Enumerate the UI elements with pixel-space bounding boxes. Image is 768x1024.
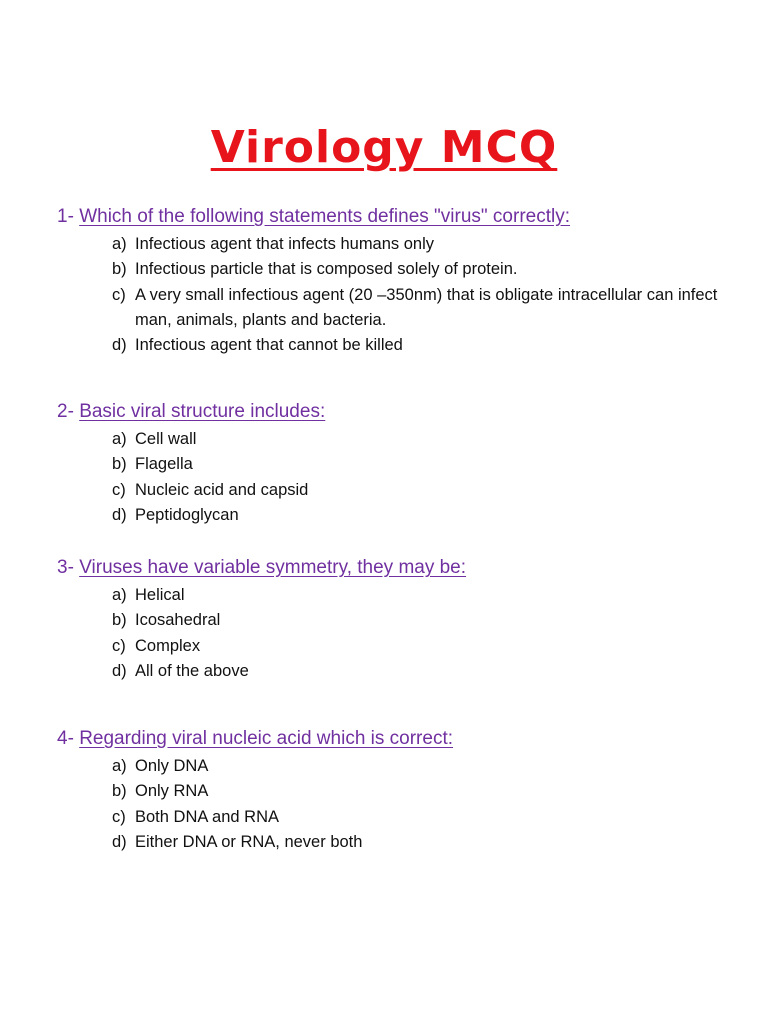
option-letter: c) — [112, 807, 126, 826]
option-b — [112, 779, 747, 804]
option-c — [112, 634, 747, 659]
option-text: A very small infectious agent (20 –350nm) that is obligate intracellular can infect man, animals, plants and bacteria. — [135, 285, 718, 329]
option-text: Complex — [135, 636, 201, 655]
option-list — [57, 583, 747, 684]
question-4 — [57, 726, 747, 855]
option-text: Only RNA — [135, 782, 209, 801]
option-text: Infectious particle that is composed solely of protein. — [135, 260, 518, 279]
option-c — [112, 805, 747, 830]
option-letter: c) — [112, 285, 126, 304]
option-a — [112, 427, 747, 452]
option-d — [112, 659, 747, 684]
option-letter: a) — [112, 586, 127, 604]
option-letter: c) — [112, 636, 126, 655]
option-b — [112, 452, 747, 477]
option-text: Infectious agent that cannot be killed — [135, 336, 403, 355]
option-c — [112, 283, 747, 334]
option-list — [57, 427, 747, 528]
option-text: Infectious agent that infects humans only — [135, 235, 435, 253]
question-text: Viruses have variable symmetry, they may be: — [79, 557, 467, 578]
option-c — [112, 478, 747, 503]
question-text: Which of the following statements defines "virus" correctly: — [79, 206, 570, 227]
option-letter: a) — [112, 757, 127, 775]
page-title-text: Virology MCQ — [210, 122, 558, 173]
question-number: 2- — [57, 401, 74, 422]
question-text: Basic viral structure includes: — [79, 401, 326, 422]
option-letter: b) — [112, 782, 127, 801]
option-letter: d) — [112, 336, 127, 355]
option-letter: a) — [112, 235, 127, 253]
option-b — [112, 257, 747, 282]
option-letter: d) — [112, 505, 127, 524]
question-number: 4- — [57, 728, 74, 749]
option-text: Flagella — [135, 455, 193, 474]
option-letter: a) — [112, 430, 127, 448]
option-d — [112, 830, 747, 855]
option-d — [112, 503, 747, 528]
option-text: Either DNA or RNA, never both — [135, 832, 363, 851]
option-letter: b) — [112, 455, 127, 474]
option-list — [57, 754, 747, 855]
option-letter: d) — [112, 832, 127, 851]
option-letter: b) — [112, 611, 127, 630]
question-heading — [57, 555, 747, 581]
option-text: Helical — [135, 586, 185, 604]
option-text: Only DNA — [135, 757, 209, 775]
option-text: Both DNA and RNA — [135, 807, 279, 826]
question-number: 3- — [57, 557, 74, 578]
question-heading — [57, 204, 747, 230]
option-text: Nucleic acid and capsid — [135, 480, 309, 499]
option-a — [112, 232, 747, 257]
option-text: All of the above — [135, 661, 249, 680]
option-list — [57, 232, 747, 358]
question-1 — [57, 204, 747, 358]
question-text: Regarding viral nucleic acid which is correct: — [79, 728, 454, 749]
page-title — [0, 118, 768, 178]
option-d — [112, 333, 747, 358]
question-2 — [57, 399, 747, 528]
question-heading — [57, 726, 747, 752]
option-text: Peptidoglycan — [135, 505, 239, 524]
option-letter: b) — [112, 260, 127, 279]
question-heading — [57, 399, 747, 425]
option-letter: c) — [112, 480, 126, 499]
option-letter: d) — [112, 661, 127, 680]
option-b — [112, 608, 747, 633]
question-3 — [57, 555, 747, 684]
option-a — [112, 754, 747, 779]
option-a — [112, 583, 747, 608]
question-number: 1- — [57, 206, 74, 227]
option-text: Cell wall — [135, 430, 197, 448]
option-text: Icosahedral — [135, 611, 221, 630]
